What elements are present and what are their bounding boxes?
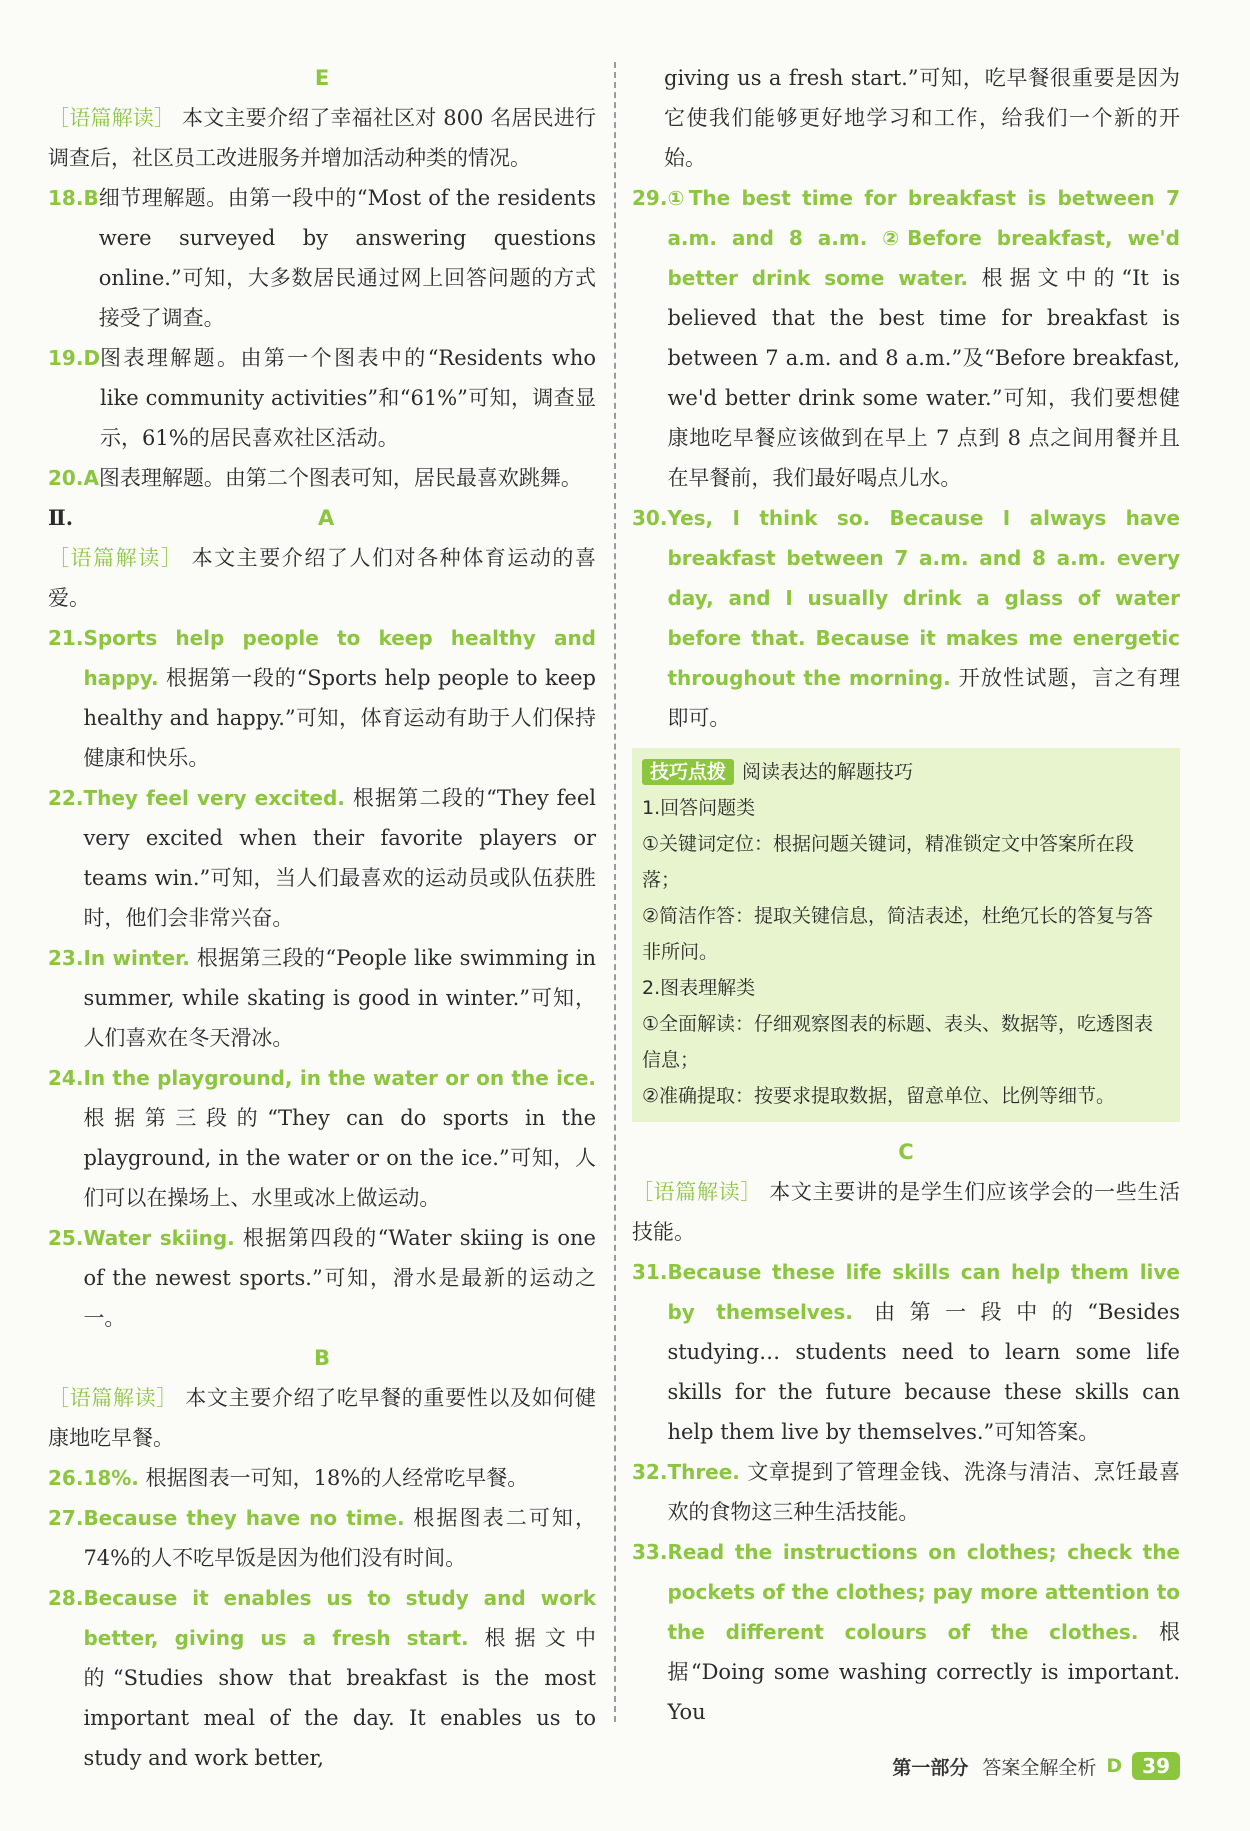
intro-a: ［语篇解读］ 本文主要介绍了人们对各种体育运动的喜爱。: [48, 546, 596, 610]
intro-b: ［语篇解读］ 本文主要介绍了吃早餐的重要性以及如何健康地吃早餐。: [48, 1386, 596, 1450]
footer-part: 第一部分: [892, 1756, 969, 1779]
question-24: 24. In the playground, in the water or on the ice. 根据第三段的“They can do sports in the playground, in the water or on the ice.”可知，人们可以在操场上、水里或冰上做运动。: [48, 1066, 596, 1210]
tip-line: 2.图表理解类: [642, 977, 756, 999]
question-32: 32. Three. 文章提到了管理金钱、洗涤与清洁、烹饪最喜欢的食物这三种生活技能。: [632, 1460, 1181, 1524]
question-22: 22. They feel very excited. 根据第二段的“They feel very excited when their favorite players or teams win.”可知，当人们最喜欢的运动员或队伍获胜时，他们会非常兴奋。: [48, 786, 596, 930]
section-letter-c: C: [898, 1140, 914, 1164]
tip-line: ①全面解读：仔细观察图表的标题、表头、数据等，吃透图表信息；: [642, 1013, 1154, 1071]
right-column: [632, 58, 1180, 1732]
question-28-continued: giving us a fresh start.”可知，吃早餐很重要是因为它使我们能够更好地学习和工作，给我们一个新的开始。: [664, 66, 1180, 170]
tip-line: ②简洁作答：提取关键信息，简洁表述，杜绝冗长的答复与答非所问。: [642, 905, 1154, 963]
footer-d-mark: D: [1106, 1755, 1123, 1777]
section-letter-e: E: [314, 66, 330, 90]
question-26: 26. 18%. 根据图表一可知，18%的人经常吃早餐。: [48, 1466, 529, 1490]
question-18: 18.B 细节理解题。由第一段中的“Most of the residents were surveyed by answering questions online.”可知，大多数居民通过网上回答问题的方式接受了调查。: [48, 186, 596, 330]
tip-line: 1.回答问题类: [642, 797, 756, 819]
question-28: 28. Because it enables us to study and work better, giving us a fresh start. 根据文中的“Studies show that breakfast is the most important meal of the day. It enables us to study and work better,: [48, 1586, 596, 1770]
page-number: 39: [1132, 1752, 1180, 1780]
left-column: [48, 58, 596, 1778]
tip-box: [632, 748, 1180, 1122]
question-30: 30. Yes, I think so. Because I always have breakfast between 7 a.m. and 8 a.m. every day, and I usually drink a glass of water before that. Because it makes me energetic throughout the morning. 开放性试题，言之有理即可。: [632, 506, 1181, 730]
question-21: 21. Sports help people to keep healthy and happy. 根据第一段的“Sports help people to keep healthy and happy.”可知，体育运动有助于人们保持健康和快乐。: [48, 626, 596, 770]
question-20: 20.A 图表理解题。由第二个图表可知，居民最喜欢跳舞。: [48, 466, 582, 490]
tip-heading: 技巧点拨 阅读表达的解题技巧: [642, 754, 1170, 790]
column-divider: [614, 62, 616, 1722]
tip-line: ①关键词定位：根据问题关键词，精准锁定文中答案所在段落；: [642, 833, 1135, 891]
tip-line: ②准确提取：按要求提取数据，留意单位、比例等细节。: [642, 1085, 1116, 1107]
question-33: 33. Read the instructions on clothes; check the pockets of the clothes; pay more attention to the different colours of the clothes. 根据“Doing some washing correctly is important. You: [632, 1540, 1180, 1724]
question-19: 19.D 图表理解题。由第一个图表中的“Residents who like community activities”和“61%”可知，调查显示，61%的居民喜欢社区活动。: [48, 346, 596, 450]
question-25: 25. Water skiing. 根据第四段的“Water skiing is one of the newest sports.”可知，滑水是最新的运动之一。: [48, 1226, 596, 1330]
intro-e: ［语篇解读］ 本文主要介绍了幸福社区对 800 名居民进行调查后，社区员工改进服务并增加活动种类的情况。: [48, 106, 596, 170]
part-heading: Ⅱ. A: [48, 498, 596, 538]
intro-c: ［语篇解读］ 本文主要讲的是学生们应该学会的一些生活技能。: [632, 1180, 1180, 1244]
question-23: 23. In winter. 根据第三段的“People like swimming in summer, while skating is good in winter.”可知，人们喜欢在冬天滑冰。: [48, 946, 596, 1050]
page-footer: [892, 1752, 1180, 1780]
section-letter-b: B: [313, 1346, 330, 1370]
question-31: 31. Because these life skills can help them live by themselves. 由第一段中的“Besides studying… students need to learn some life skills for the future because these skills can help them live by themselves.”可知答案。: [632, 1260, 1180, 1444]
question-27: 27. Because they have no time. 根据图表二可知，74%的人不吃早饭是因为他们没有时间。: [48, 1506, 596, 1570]
question-29: 29. ①The best time for breakfast is between 7 a.m. and 8 a.m. ②Before breakfast, we'd better drink some water. 根据文中的“It is believed that the best time for breakfast is between 7 a.m. and 8 a.m.”及“Before breakfast, we'd better drink some water.”可知，我们要想健康地吃早餐应该做到在早上 7 点到 8 点之间用餐并且在早餐前，我们最好喝点儿水。: [632, 186, 1180, 490]
tip-label: 技巧点拨: [642, 759, 734, 785]
intro-tag: ［语篇解读］: [48, 106, 176, 130]
section-letter-a: A: [318, 506, 335, 530]
footer-title: 答案全解全析: [982, 1756, 1097, 1779]
